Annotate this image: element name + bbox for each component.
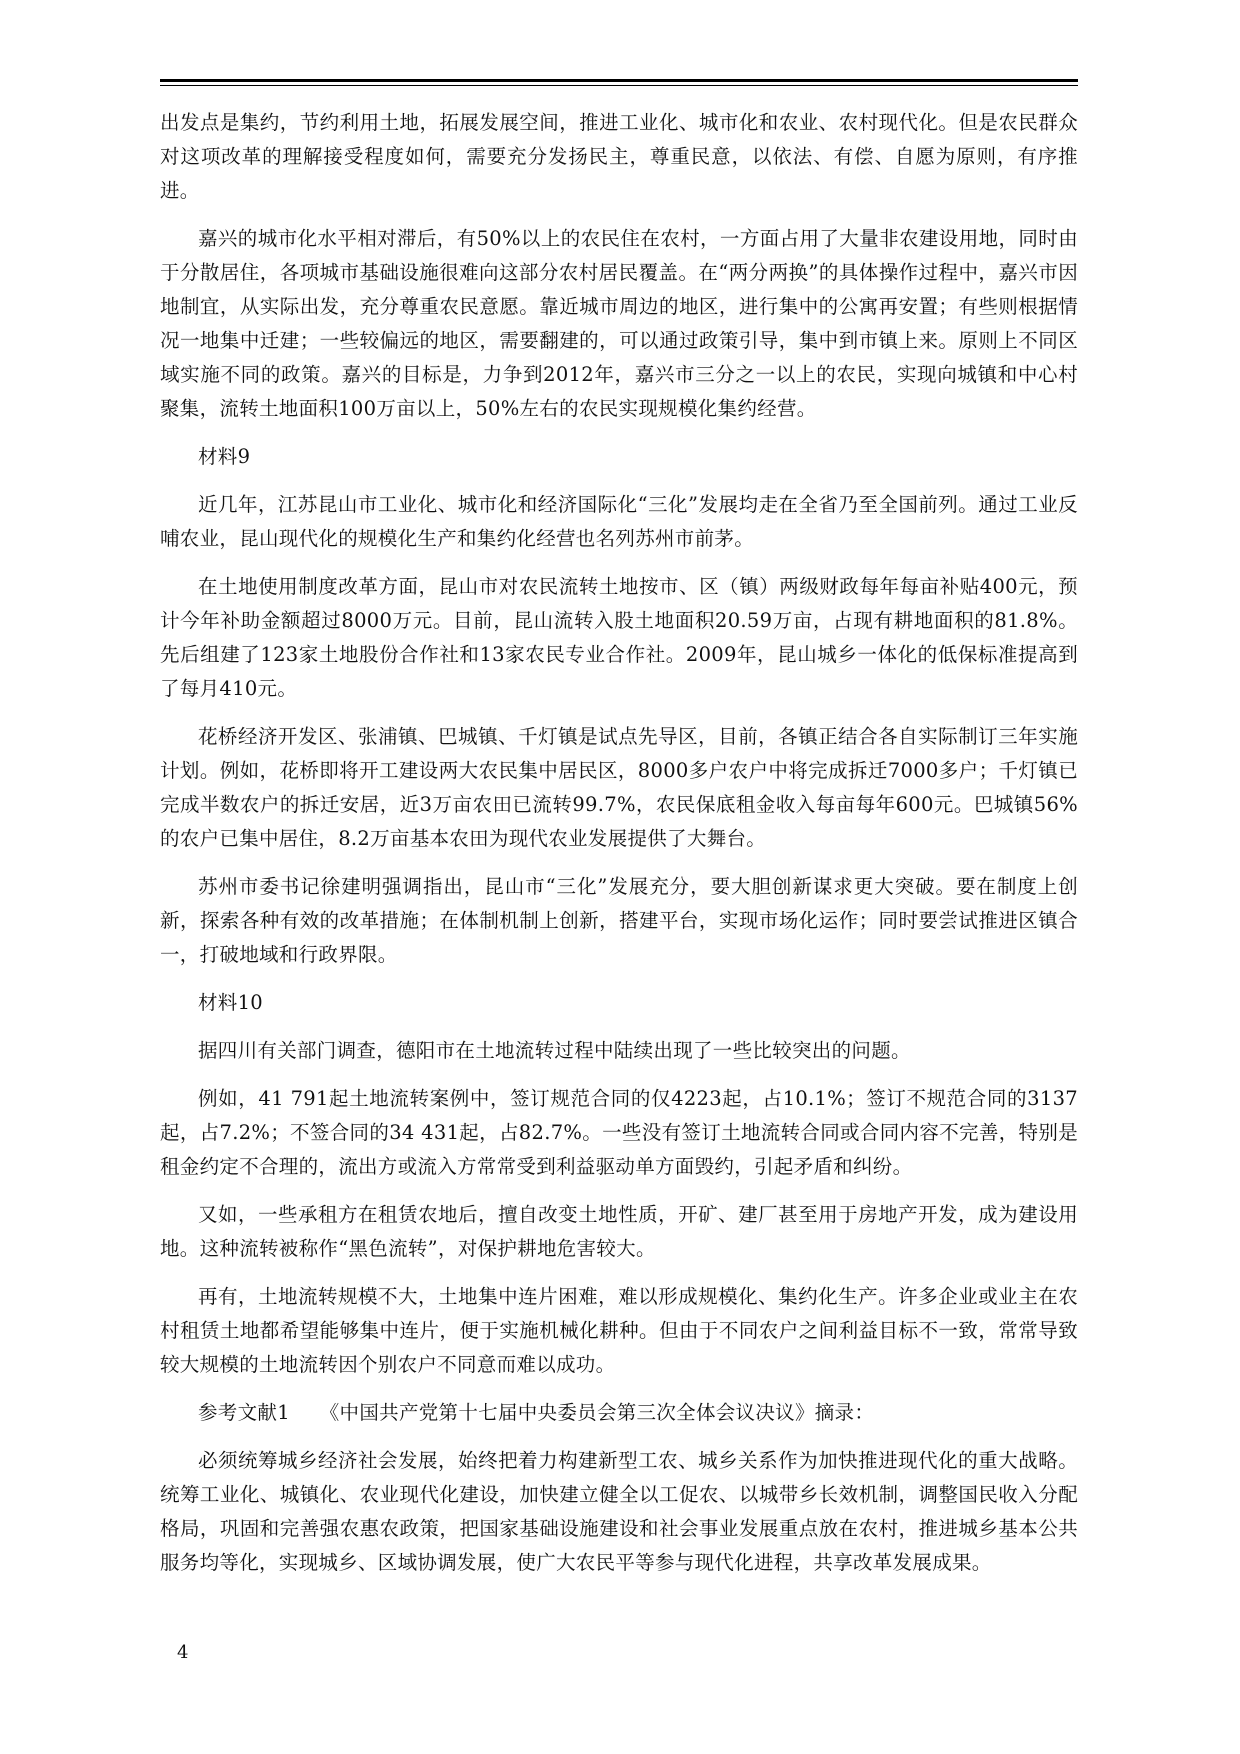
paragraph-kunshan-intro: 近几年，江苏昆山市工业化、城市化和经济国际化“三化”发展均走在全省乃至全国前列。通过工业反哺农业，昆山现代化的规模化生产和集约化经营也名列苏州市前茅。 xyxy=(160,493,1078,550)
paragraph-suzhou-secretary: 苏州市委书记徐建明强调指出，昆山市“三化”发展充分，要大胆创新谋求更大突破。要在制度上创新，探索各种有效的改革措施；在体制机制上创新，搭建平台，实现市场化运作；同时要尝试推进区镇合一，打破地域和行政界限。 xyxy=(160,875,1078,966)
material-10-label: 材料10 xyxy=(198,991,264,1014)
paragraph-contract-stats: 例如，41 791起土地流转案例中，签订规范合同的仅4223起，占10.1%；签订不规范合同的3137起，占7.2%；不签合同的34 431起，占82.7%。一些没有签订土地流转合同或合同内容不完善，特别是租金约定不合理的，流出方或流入方常常受到利益驱动单方面毁约，引起矛盾和纠纷。 xyxy=(160,1087,1078,1178)
reference-1-title: 参考文献1 《中国共产党第十七届中央委员会第三次全体会议决议》摘录： xyxy=(198,1401,875,1424)
paragraph-pilot-zones: 花桥经济开发区、张浦镇、巴城镇、千灯镇是试点先导区，目前，各镇正结合各自实际制订三年实施计划。例如，花桥即将开工建设两大农民集中居民区，8000多户农户中将完成拆迁7000多户；千灯镇已完成半数农户的拆迁安居，近3万亩农田已流转99.7%，农民保底租金收入每亩每年600元。巴城镇56%的农户已集中居住，8.2万亩基本农田为现代农业发展提供了大舞台。 xyxy=(160,725,1078,850)
header-rule-thick xyxy=(160,79,1078,82)
paragraph-kunshan-land-reform: 在土地使用制度改革方面，昆山市对农民流转土地按市、区（镇）两级财政每年每亩补贴400元，预计今年补助金额超过8000万元。目前，昆山流转入股土地面积20.59万亩，占现有耕地面积的81.8%。先后组建了123家土地股份合作社和13家农民专业合作社。2009年，昆山城乡一体化的低保标准提高到了每月410元。 xyxy=(160,575,1078,700)
paragraph-reference-excerpt: 必须统筹城乡经济社会发展，始终把着力构建新型工农、城乡关系作为加快推进现代化的重大战略。统筹工业化、城镇化、农业现代化建设，加快建立健全以工促农、以城带乡长效机制，调整国民收入分配格局，巩固和完善强农惠农政策，把国家基础设施建设和社会事业发展重点放在农村，推进城乡基本公共服务均等化，实现城乡、区域协调发展，使广大农民平等参与现代化进程，共享改革发展成果。 xyxy=(160,1449,1078,1574)
paragraph-jiaxing: 嘉兴的城市化水平相对滞后，有50%以上的农民住在农村，一方面占用了大量非农建设用地，同时由于分散居住，各项城市基础设施很难向这部分农村居民覆盖。在“两分两换”的具体操作过程中，嘉兴市因地制宜，从实际出发，充分尊重农民意愿。靠近城市周边的地区，进行集中的公寓再安置；有些则根据情况一地集中迁建；一些较偏远的地区，需要翻建的，可以通过政策引导，集中到市镇上来。原则上不同区域实施不同的政策。嘉兴的目标是，力争到2012年，嘉兴市三分之一以上的农民，实现向城镇和中心村聚集，流转土地面积100万亩以上，50%左右的农民实现规模化集约经营。 xyxy=(160,227,1078,420)
header-rule-thin xyxy=(160,85,1078,86)
page-number: 4 xyxy=(177,1642,189,1663)
document-body xyxy=(160,106,1078,1594)
paragraph-sichuan-survey: 据四川有关部门调查，德阳市在土地流转过程中陆续出现了一些比较突出的问题。 xyxy=(198,1039,911,1062)
material-9-label: 材料9 xyxy=(198,445,251,468)
paragraph-scale-problem: 再有，土地流转规模不大，土地集中连片困难，难以形成规模化、集约化生产。许多企业或业主在农村租赁土地都希望能够集中连片，便于实施机械化耕种。但由于不同农户之间利益目标不一致，常常导致较大规模的土地流转因个别农户不同意而难以成功。 xyxy=(160,1285,1078,1376)
paragraph-continued: 出发点是集约，节约利用土地，拓展发展空间，推进工业化、城市化和农业、农村现代化。但是农民群众对这项改革的理解接受程度如何，需要充分发扬民主，尊重民意，以依法、有偿、自愿为原则，有序推进。 xyxy=(160,111,1078,202)
paragraph-black-transfer: 又如，一些承租方在租赁农地后，擅自改变土地性质，开矿、建厂甚至用于房地产开发，成为建设用地。这种流转被称作“黑色流转”，对保护耕地危害较大。 xyxy=(160,1203,1078,1260)
